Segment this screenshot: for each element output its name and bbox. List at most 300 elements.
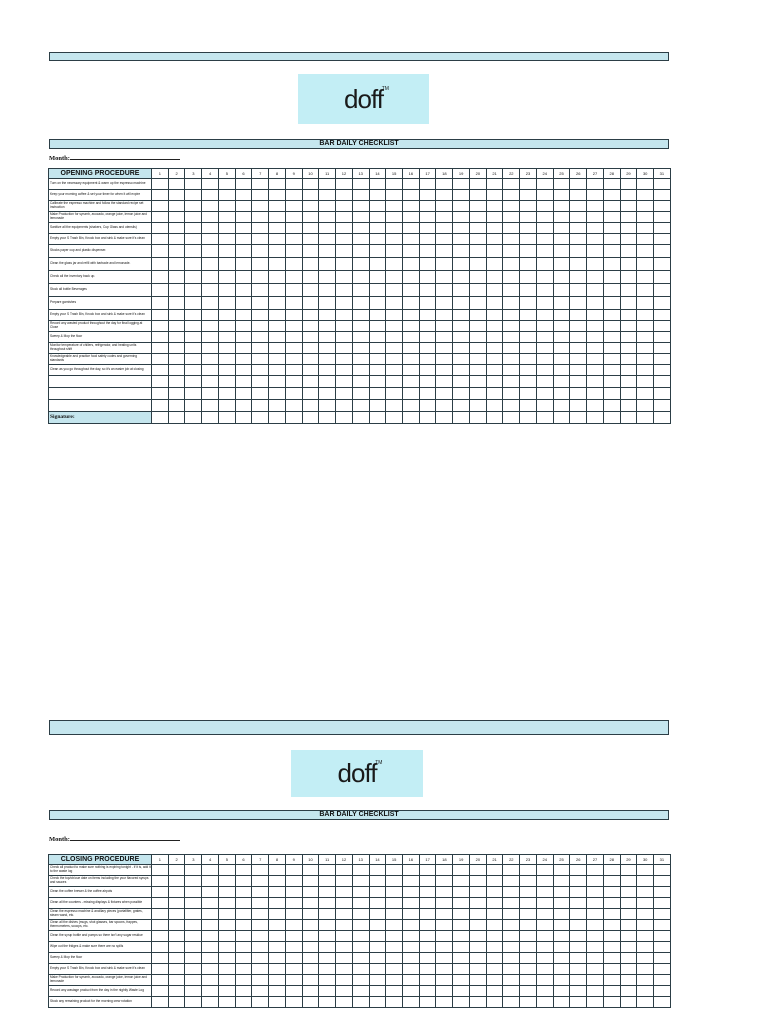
- check-cell[interactable]: [453, 931, 470, 942]
- check-cell[interactable]: [603, 201, 620, 212]
- check-cell[interactable]: [202, 975, 219, 986]
- check-cell[interactable]: [536, 234, 553, 245]
- check-cell[interactable]: [536, 223, 553, 234]
- signature-cell[interactable]: [419, 412, 436, 424]
- check-cell[interactable]: [503, 975, 520, 986]
- check-cell[interactable]: [587, 321, 604, 332]
- check-cell[interactable]: [269, 997, 286, 1008]
- check-cell[interactable]: [570, 245, 587, 258]
- check-cell[interactable]: [419, 909, 436, 920]
- check-cell[interactable]: [620, 964, 637, 975]
- check-cell[interactable]: [168, 190, 185, 201]
- check-cell[interactable]: [520, 179, 537, 190]
- check-cell[interactable]: [252, 898, 269, 909]
- check-cell[interactable]: [152, 953, 169, 964]
- check-cell[interactable]: [386, 986, 403, 997]
- check-cell[interactable]: [637, 201, 654, 212]
- check-cell[interactable]: [603, 234, 620, 245]
- check-cell[interactable]: [570, 887, 587, 898]
- check-cell[interactable]: [603, 258, 620, 271]
- check-cell[interactable]: [185, 388, 202, 400]
- check-cell[interactable]: [202, 964, 219, 975]
- check-cell[interactable]: [603, 284, 620, 297]
- check-cell[interactable]: [503, 343, 520, 354]
- check-cell[interactable]: [419, 234, 436, 245]
- check-cell[interactable]: [503, 376, 520, 388]
- check-cell[interactable]: [419, 284, 436, 297]
- check-cell[interactable]: [168, 865, 185, 876]
- check-cell[interactable]: [620, 271, 637, 284]
- check-cell[interactable]: [185, 909, 202, 920]
- check-cell[interactable]: [654, 997, 671, 1008]
- check-cell[interactable]: [218, 964, 235, 975]
- check-cell[interactable]: [637, 212, 654, 223]
- check-cell[interactable]: [419, 201, 436, 212]
- check-cell[interactable]: [168, 297, 185, 310]
- check-cell[interactable]: [620, 179, 637, 190]
- check-cell[interactable]: [520, 997, 537, 1008]
- check-cell[interactable]: [570, 190, 587, 201]
- check-cell[interactable]: [285, 354, 302, 365]
- check-cell[interactable]: [654, 986, 671, 997]
- check-cell[interactable]: [352, 942, 369, 953]
- check-cell[interactable]: [469, 388, 486, 400]
- check-cell[interactable]: [654, 376, 671, 388]
- check-cell[interactable]: [168, 400, 185, 412]
- check-cell[interactable]: [453, 343, 470, 354]
- check-cell[interactable]: [469, 212, 486, 223]
- check-cell[interactable]: [319, 975, 336, 986]
- check-cell[interactable]: [553, 400, 570, 412]
- check-cell[interactable]: [352, 297, 369, 310]
- check-cell[interactable]: [436, 271, 453, 284]
- check-cell[interactable]: [587, 297, 604, 310]
- check-cell[interactable]: [269, 223, 286, 234]
- check-cell[interactable]: [620, 942, 637, 953]
- check-cell[interactable]: [637, 400, 654, 412]
- check-cell[interactable]: [553, 297, 570, 310]
- check-cell[interactable]: [536, 986, 553, 997]
- check-cell[interactable]: [168, 234, 185, 245]
- check-cell[interactable]: [637, 920, 654, 931]
- check-cell[interactable]: [553, 201, 570, 212]
- check-cell[interactable]: [369, 920, 386, 931]
- check-cell[interactable]: [587, 876, 604, 887]
- check-cell[interactable]: [486, 190, 503, 201]
- signature-cell[interactable]: [403, 412, 420, 424]
- check-cell[interactable]: [202, 297, 219, 310]
- check-cell[interactable]: [403, 179, 420, 190]
- check-cell[interactable]: [285, 310, 302, 321]
- check-cell[interactable]: [553, 376, 570, 388]
- check-cell[interactable]: [386, 354, 403, 365]
- check-cell[interactable]: [503, 310, 520, 321]
- check-cell[interactable]: [336, 223, 353, 234]
- check-cell[interactable]: [336, 400, 353, 412]
- check-cell[interactable]: [637, 310, 654, 321]
- check-cell[interactable]: [520, 245, 537, 258]
- check-cell[interactable]: [386, 898, 403, 909]
- check-cell[interactable]: [603, 332, 620, 343]
- check-cell[interactable]: [302, 310, 319, 321]
- check-cell[interactable]: [469, 876, 486, 887]
- check-cell[interactable]: [285, 271, 302, 284]
- check-cell[interactable]: [202, 876, 219, 887]
- check-cell[interactable]: [152, 400, 169, 412]
- check-cell[interactable]: [252, 354, 269, 365]
- check-cell[interactable]: [202, 986, 219, 997]
- check-cell[interactable]: [218, 321, 235, 332]
- check-cell[interactable]: [168, 321, 185, 332]
- check-cell[interactable]: [620, 354, 637, 365]
- check-cell[interactable]: [469, 297, 486, 310]
- check-cell[interactable]: [620, 953, 637, 964]
- check-cell[interactable]: [302, 212, 319, 223]
- check-cell[interactable]: [218, 332, 235, 343]
- check-cell[interactable]: [419, 942, 436, 953]
- check-cell[interactable]: [403, 876, 420, 887]
- check-cell[interactable]: [352, 310, 369, 321]
- month-field[interactable]: Month:: [49, 154, 180, 162]
- check-cell[interactable]: [319, 942, 336, 953]
- check-cell[interactable]: [218, 975, 235, 986]
- check-cell[interactable]: [319, 212, 336, 223]
- check-cell[interactable]: [553, 865, 570, 876]
- check-cell[interactable]: [269, 212, 286, 223]
- check-cell[interactable]: [302, 942, 319, 953]
- check-cell[interactable]: [570, 376, 587, 388]
- check-cell[interactable]: [486, 964, 503, 975]
- check-cell[interactable]: [603, 245, 620, 258]
- check-cell[interactable]: [319, 310, 336, 321]
- check-cell[interactable]: [520, 376, 537, 388]
- check-cell[interactable]: [319, 223, 336, 234]
- check-cell[interactable]: [403, 332, 420, 343]
- check-cell[interactable]: [620, 887, 637, 898]
- check-cell[interactable]: [285, 887, 302, 898]
- check-cell[interactable]: [352, 997, 369, 1008]
- check-cell[interactable]: [587, 271, 604, 284]
- check-cell[interactable]: [235, 909, 252, 920]
- check-cell[interactable]: [453, 376, 470, 388]
- check-cell[interactable]: [302, 931, 319, 942]
- check-cell[interactable]: [536, 284, 553, 297]
- check-cell[interactable]: [453, 909, 470, 920]
- check-cell[interactable]: [252, 376, 269, 388]
- signature-cell[interactable]: [235, 412, 252, 424]
- check-cell[interactable]: [235, 953, 252, 964]
- check-cell[interactable]: [536, 953, 553, 964]
- check-cell[interactable]: [218, 865, 235, 876]
- check-cell[interactable]: [168, 920, 185, 931]
- check-cell[interactable]: [637, 388, 654, 400]
- check-cell[interactable]: [403, 310, 420, 321]
- check-cell[interactable]: [637, 865, 654, 876]
- check-cell[interactable]: [235, 887, 252, 898]
- month-field-closing[interactable]: Month:: [49, 835, 180, 843]
- check-cell[interactable]: [235, 258, 252, 271]
- check-cell[interactable]: [235, 376, 252, 388]
- check-cell[interactable]: [620, 388, 637, 400]
- check-cell[interactable]: [202, 887, 219, 898]
- check-cell[interactable]: [587, 986, 604, 997]
- check-cell[interactable]: [553, 179, 570, 190]
- check-cell[interactable]: [185, 920, 202, 931]
- check-cell[interactable]: [235, 332, 252, 343]
- check-cell[interactable]: [152, 942, 169, 953]
- check-cell[interactable]: [235, 297, 252, 310]
- signature-cell[interactable]: [570, 412, 587, 424]
- check-cell[interactable]: [152, 376, 169, 388]
- check-cell[interactable]: [152, 310, 169, 321]
- check-cell[interactable]: [319, 400, 336, 412]
- check-cell[interactable]: [486, 179, 503, 190]
- check-cell[interactable]: [536, 179, 553, 190]
- check-cell[interactable]: [536, 975, 553, 986]
- check-cell[interactable]: [469, 271, 486, 284]
- check-cell[interactable]: [436, 201, 453, 212]
- check-cell[interactable]: [419, 876, 436, 887]
- check-cell[interactable]: [469, 986, 486, 997]
- check-cell[interactable]: [620, 365, 637, 376]
- check-cell[interactable]: [486, 223, 503, 234]
- check-cell[interactable]: [185, 986, 202, 997]
- check-cell[interactable]: [252, 258, 269, 271]
- check-cell[interactable]: [336, 310, 353, 321]
- check-cell[interactable]: [319, 354, 336, 365]
- check-cell[interactable]: [570, 997, 587, 1008]
- check-cell[interactable]: [486, 920, 503, 931]
- check-cell[interactable]: [319, 297, 336, 310]
- check-cell[interactable]: [436, 876, 453, 887]
- check-cell[interactable]: [436, 212, 453, 223]
- check-cell[interactable]: [469, 920, 486, 931]
- check-cell[interactable]: [152, 201, 169, 212]
- check-cell[interactable]: [403, 223, 420, 234]
- check-cell[interactable]: [503, 920, 520, 931]
- check-cell[interactable]: [369, 343, 386, 354]
- check-cell[interactable]: [386, 997, 403, 1008]
- check-cell[interactable]: [654, 354, 671, 365]
- check-cell[interactable]: [654, 953, 671, 964]
- check-cell[interactable]: [436, 354, 453, 365]
- check-cell[interactable]: [252, 223, 269, 234]
- check-cell[interactable]: [336, 332, 353, 343]
- check-cell[interactable]: [503, 234, 520, 245]
- check-cell[interactable]: [369, 234, 386, 245]
- check-cell[interactable]: [603, 400, 620, 412]
- check-cell[interactable]: [536, 920, 553, 931]
- check-cell[interactable]: [202, 258, 219, 271]
- check-cell[interactable]: [469, 354, 486, 365]
- check-cell[interactable]: [503, 997, 520, 1008]
- check-cell[interactable]: [352, 201, 369, 212]
- check-cell[interactable]: [553, 986, 570, 997]
- check-cell[interactable]: [536, 365, 553, 376]
- check-cell[interactable]: [302, 245, 319, 258]
- check-cell[interactable]: [185, 931, 202, 942]
- check-cell[interactable]: [486, 201, 503, 212]
- check-cell[interactable]: [654, 931, 671, 942]
- check-cell[interactable]: [419, 179, 436, 190]
- check-cell[interactable]: [185, 179, 202, 190]
- check-cell[interactable]: [336, 931, 353, 942]
- check-cell[interactable]: [352, 332, 369, 343]
- check-cell[interactable]: [469, 234, 486, 245]
- signature-cell[interactable]: [352, 412, 369, 424]
- check-cell[interactable]: [620, 258, 637, 271]
- check-cell[interactable]: [520, 271, 537, 284]
- check-cell[interactable]: [469, 284, 486, 297]
- check-cell[interactable]: [369, 898, 386, 909]
- check-cell[interactable]: [336, 354, 353, 365]
- check-cell[interactable]: [218, 223, 235, 234]
- check-cell[interactable]: [637, 223, 654, 234]
- signature-cell[interactable]: [453, 412, 470, 424]
- check-cell[interactable]: [202, 271, 219, 284]
- check-cell[interactable]: [235, 310, 252, 321]
- check-cell[interactable]: [218, 365, 235, 376]
- check-cell[interactable]: [202, 332, 219, 343]
- check-cell[interactable]: [419, 376, 436, 388]
- check-cell[interactable]: [436, 887, 453, 898]
- check-cell[interactable]: [637, 942, 654, 953]
- check-cell[interactable]: [269, 931, 286, 942]
- check-cell[interactable]: [419, 212, 436, 223]
- check-cell[interactable]: [453, 179, 470, 190]
- check-cell[interactable]: [386, 975, 403, 986]
- check-cell[interactable]: [386, 245, 403, 258]
- check-cell[interactable]: [403, 953, 420, 964]
- check-cell[interactable]: [336, 388, 353, 400]
- check-cell[interactable]: [352, 887, 369, 898]
- check-cell[interactable]: [553, 388, 570, 400]
- check-cell[interactable]: [302, 284, 319, 297]
- check-cell[interactable]: [419, 223, 436, 234]
- check-cell[interactable]: [419, 986, 436, 997]
- check-cell[interactable]: [369, 942, 386, 953]
- check-cell[interactable]: [319, 332, 336, 343]
- check-cell[interactable]: [319, 258, 336, 271]
- check-cell[interactable]: [436, 975, 453, 986]
- check-cell[interactable]: [252, 953, 269, 964]
- check-cell[interactable]: [403, 986, 420, 997]
- check-cell[interactable]: [336, 201, 353, 212]
- check-cell[interactable]: [403, 201, 420, 212]
- check-cell[interactable]: [302, 190, 319, 201]
- check-cell[interactable]: [302, 321, 319, 332]
- check-cell[interactable]: [520, 321, 537, 332]
- check-cell[interactable]: [637, 376, 654, 388]
- check-cell[interactable]: [218, 876, 235, 887]
- check-cell[interactable]: [168, 365, 185, 376]
- check-cell[interactable]: [520, 975, 537, 986]
- check-cell[interactable]: [336, 190, 353, 201]
- check-cell[interactable]: [453, 271, 470, 284]
- check-cell[interactable]: [252, 212, 269, 223]
- check-cell[interactable]: [302, 234, 319, 245]
- check-cell[interactable]: [403, 258, 420, 271]
- check-cell[interactable]: [419, 354, 436, 365]
- check-cell[interactable]: [637, 179, 654, 190]
- check-cell[interactable]: [603, 271, 620, 284]
- check-cell[interactable]: [553, 997, 570, 1008]
- check-cell[interactable]: [168, 986, 185, 997]
- check-cell[interactable]: [654, 876, 671, 887]
- check-cell[interactable]: [152, 986, 169, 997]
- check-cell[interactable]: [218, 297, 235, 310]
- check-cell[interactable]: [469, 365, 486, 376]
- check-cell[interactable]: [352, 400, 369, 412]
- check-cell[interactable]: [319, 343, 336, 354]
- check-cell[interactable]: [252, 179, 269, 190]
- check-cell[interactable]: [269, 234, 286, 245]
- check-cell[interactable]: [603, 953, 620, 964]
- check-cell[interactable]: [654, 190, 671, 201]
- check-cell[interactable]: [202, 865, 219, 876]
- check-cell[interactable]: [570, 297, 587, 310]
- check-cell[interactable]: [587, 343, 604, 354]
- check-cell[interactable]: [369, 321, 386, 332]
- check-cell[interactable]: [185, 223, 202, 234]
- check-cell[interactable]: [369, 388, 386, 400]
- check-cell[interactable]: [202, 245, 219, 258]
- check-cell[interactable]: [486, 986, 503, 997]
- check-cell[interactable]: [419, 343, 436, 354]
- check-cell[interactable]: [285, 865, 302, 876]
- check-cell[interactable]: [419, 953, 436, 964]
- check-cell[interactable]: [503, 898, 520, 909]
- check-cell[interactable]: [570, 258, 587, 271]
- check-cell[interactable]: [168, 179, 185, 190]
- check-cell[interactable]: [403, 865, 420, 876]
- check-cell[interactable]: [536, 343, 553, 354]
- check-cell[interactable]: [285, 964, 302, 975]
- check-cell[interactable]: [269, 297, 286, 310]
- check-cell[interactable]: [536, 310, 553, 321]
- check-cell[interactable]: [168, 975, 185, 986]
- check-cell[interactable]: [336, 258, 353, 271]
- check-cell[interactable]: [436, 388, 453, 400]
- check-cell[interactable]: [587, 920, 604, 931]
- check-cell[interactable]: [570, 212, 587, 223]
- check-cell[interactable]: [453, 201, 470, 212]
- check-cell[interactable]: [654, 365, 671, 376]
- check-cell[interactable]: [152, 179, 169, 190]
- check-cell[interactable]: [536, 909, 553, 920]
- check-cell[interactable]: [285, 376, 302, 388]
- check-cell[interactable]: [469, 179, 486, 190]
- check-cell[interactable]: [285, 942, 302, 953]
- check-cell[interactable]: [336, 321, 353, 332]
- check-cell[interactable]: [235, 388, 252, 400]
- check-cell[interactable]: [453, 284, 470, 297]
- check-cell[interactable]: [269, 284, 286, 297]
- check-cell[interactable]: [386, 376, 403, 388]
- check-cell[interactable]: [269, 343, 286, 354]
- check-cell[interactable]: [570, 354, 587, 365]
- check-cell[interactable]: [269, 975, 286, 986]
- check-cell[interactable]: [453, 898, 470, 909]
- check-cell[interactable]: [620, 310, 637, 321]
- check-cell[interactable]: [603, 931, 620, 942]
- check-cell[interactable]: [603, 190, 620, 201]
- check-cell[interactable]: [570, 271, 587, 284]
- check-cell[interactable]: [486, 234, 503, 245]
- check-cell[interactable]: [486, 284, 503, 297]
- check-cell[interactable]: [570, 343, 587, 354]
- check-cell[interactable]: [419, 975, 436, 986]
